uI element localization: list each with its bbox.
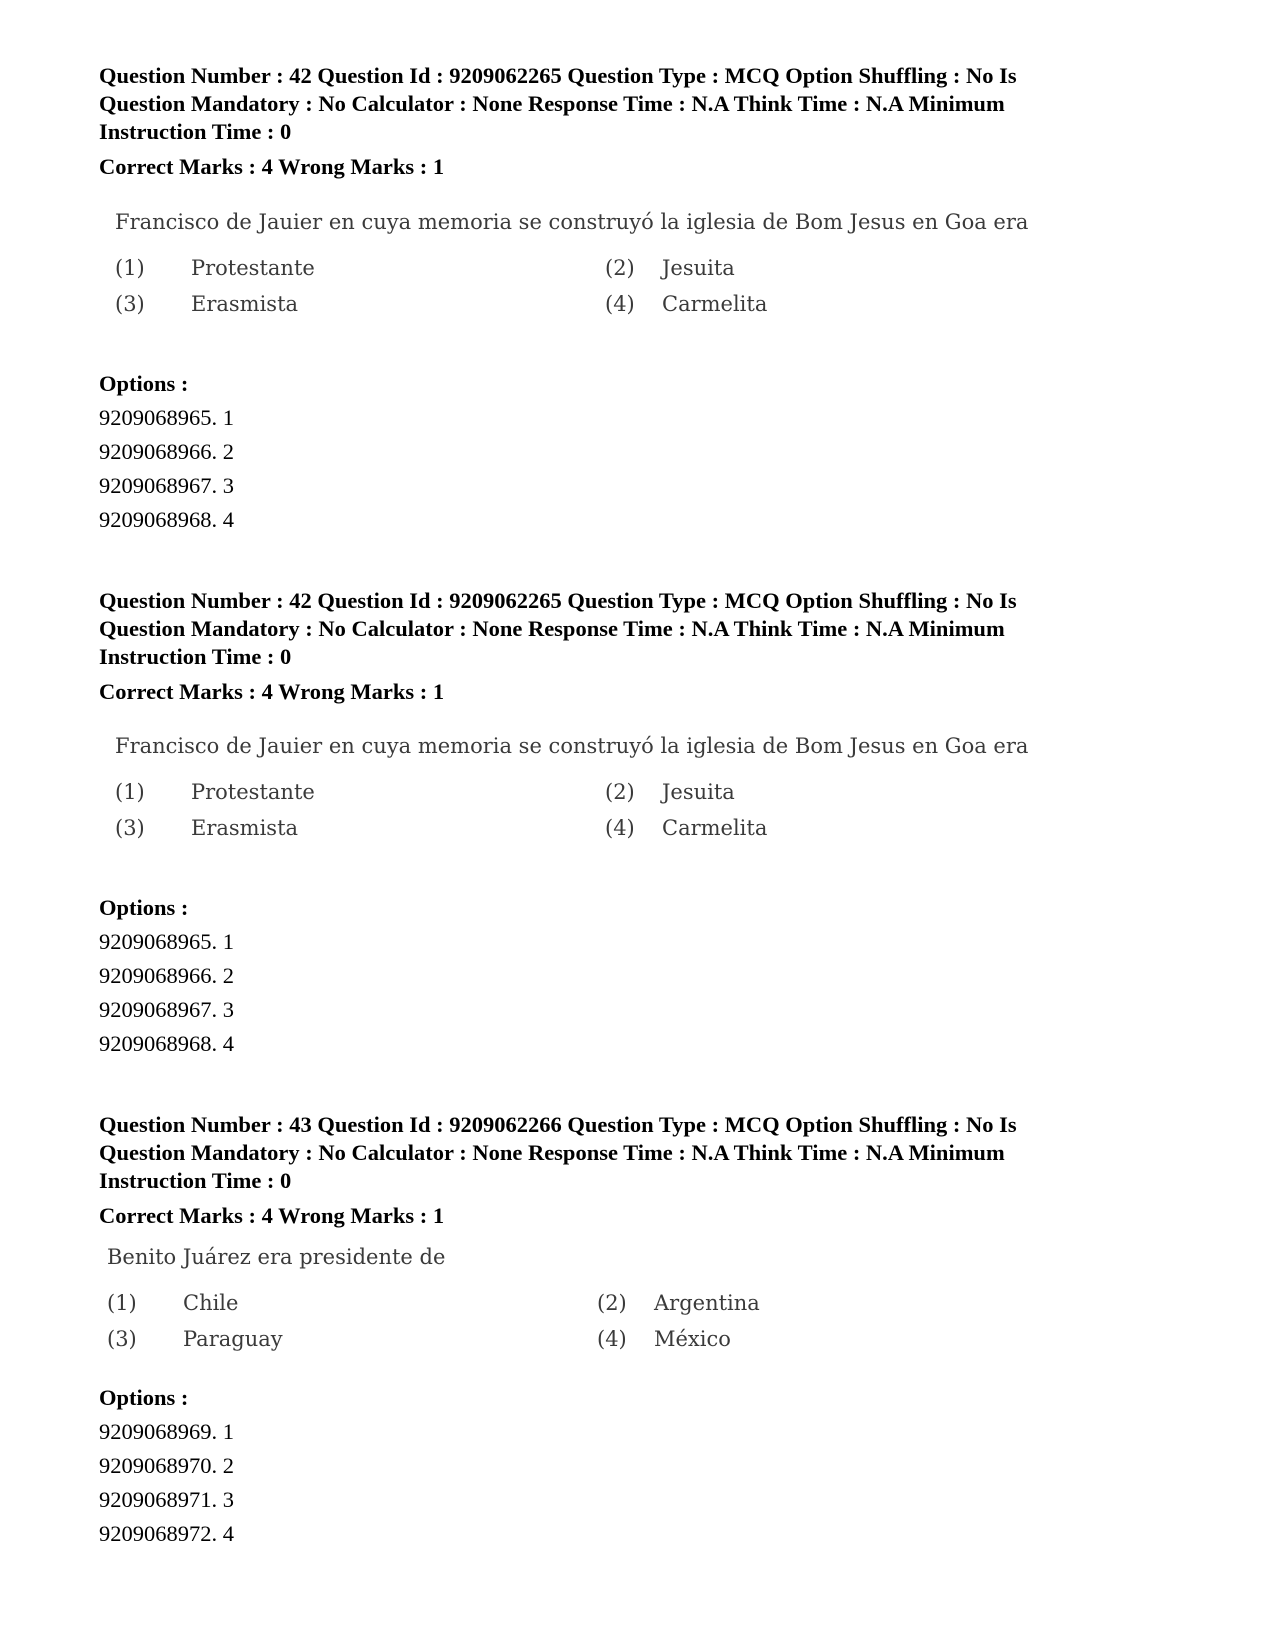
- option-id: 9209068965. 1: [99, 405, 234, 430]
- option-id: 9209068969. 1: [99, 1419, 234, 1444]
- option-id: 9209068968. 4: [99, 507, 234, 532]
- question-block: [99, 587, 1199, 706]
- question-meta: [99, 1111, 1199, 1195]
- option-id: 9209068966. 2: [99, 963, 234, 988]
- options-heading: Options :: [99, 895, 189, 920]
- marks-line: Correct Marks : 4 Wrong Marks : 1: [99, 1203, 445, 1228]
- marks-line: Correct Marks : 4 Wrong Marks : 1: [99, 154, 445, 179]
- option-id: 9209068967. 3: [99, 997, 234, 1022]
- question-text: Francisco de Jauier en cuya memoria se construyó la iglesia de Bom Jesus en Goa era: [115, 734, 1029, 758]
- options-list: [99, 894, 1199, 1061]
- choice-number: (1): [107, 1291, 137, 1315]
- question-text: Benito Juárez era presidente de: [107, 1245, 446, 1269]
- question-meta-line: Question Mandatory : No Calculator : None Response Time : N.A Think Time : N.A Minimum: [99, 91, 1005, 116]
- question-meta: [99, 62, 1199, 146]
- option-id: 9209068971. 3: [99, 1487, 234, 1512]
- choice-number: (4): [597, 1327, 627, 1351]
- question-meta-line: Instruction Time : 0: [99, 119, 292, 144]
- options-list: [99, 1384, 1199, 1551]
- choice-number: (2): [597, 1291, 627, 1315]
- choice-label: Argentina: [654, 1291, 760, 1315]
- question-meta-line: Instruction Time : 0: [99, 1168, 292, 1193]
- choice-number: (1): [115, 780, 145, 804]
- choice-number: (3): [115, 292, 145, 316]
- question-meta-line: Question Mandatory : No Calculator : None Response Time : N.A Think Time : N.A Minimum: [99, 1140, 1005, 1165]
- choice-label: Jesuita: [662, 780, 735, 804]
- question-image: [115, 734, 1045, 854]
- question-meta-line: Question Number : 42 Question Id : 9209062265 Question Type : MCQ Option Shuffling : No Is: [99, 63, 1017, 88]
- choice-number: (3): [107, 1327, 137, 1351]
- option-id: 9209068970. 2: [99, 1453, 234, 1478]
- choice-label: Protestante: [191, 780, 315, 804]
- question-meta-line: Instruction Time : 0: [99, 644, 292, 669]
- options-list: [99, 370, 1199, 537]
- question-image: [115, 210, 1045, 330]
- choice-label: Carmelita: [662, 816, 768, 840]
- choice-number: (2): [605, 256, 635, 280]
- choice-number: (3): [115, 816, 145, 840]
- marks-line: Correct Marks : 4 Wrong Marks : 1: [99, 679, 445, 704]
- choice-label: Jesuita: [662, 256, 735, 280]
- question-meta-line: Question Mandatory : No Calculator : None Response Time : N.A Think Time : N.A Minimum: [99, 616, 1005, 641]
- option-id: 9209068968. 4: [99, 1031, 234, 1056]
- choice-label: Erasmista: [191, 292, 299, 316]
- choice-number: (1): [115, 256, 145, 280]
- options-heading: Options :: [99, 1385, 189, 1410]
- question-meta: [99, 587, 1199, 671]
- choice-label: Protestante: [191, 256, 315, 280]
- choice-label: Carmelita: [662, 292, 768, 316]
- choice-label: México: [654, 1327, 731, 1351]
- question-meta-line: Question Number : 43 Question Id : 9209062266 Question Type : MCQ Option Shuffling : No Is: [99, 1112, 1017, 1137]
- question-meta-line: Question Number : 42 Question Id : 9209062265 Question Type : MCQ Option Shuffling : No Is: [99, 588, 1017, 613]
- question-text: Francisco de Jauier en cuya memoria se construyó la iglesia de Bom Jesus en Goa era: [115, 210, 1029, 234]
- choice-label: Erasmista: [191, 816, 299, 840]
- options-heading: Options :: [99, 371, 189, 396]
- question-image: [107, 1245, 807, 1365]
- choice-number: (4): [605, 816, 635, 840]
- choice-label: Paraguay: [183, 1327, 283, 1351]
- question-block: [99, 1111, 1199, 1230]
- option-id: 9209068965. 1: [99, 929, 234, 954]
- question-block: [99, 62, 1199, 181]
- option-id: 9209068966. 2: [99, 439, 234, 464]
- choice-number: (2): [605, 780, 635, 804]
- option-id: 9209068972. 4: [99, 1521, 234, 1546]
- choice-number: (4): [605, 292, 635, 316]
- option-id: 9209068967. 3: [99, 473, 234, 498]
- choice-label: Chile: [183, 1291, 239, 1315]
